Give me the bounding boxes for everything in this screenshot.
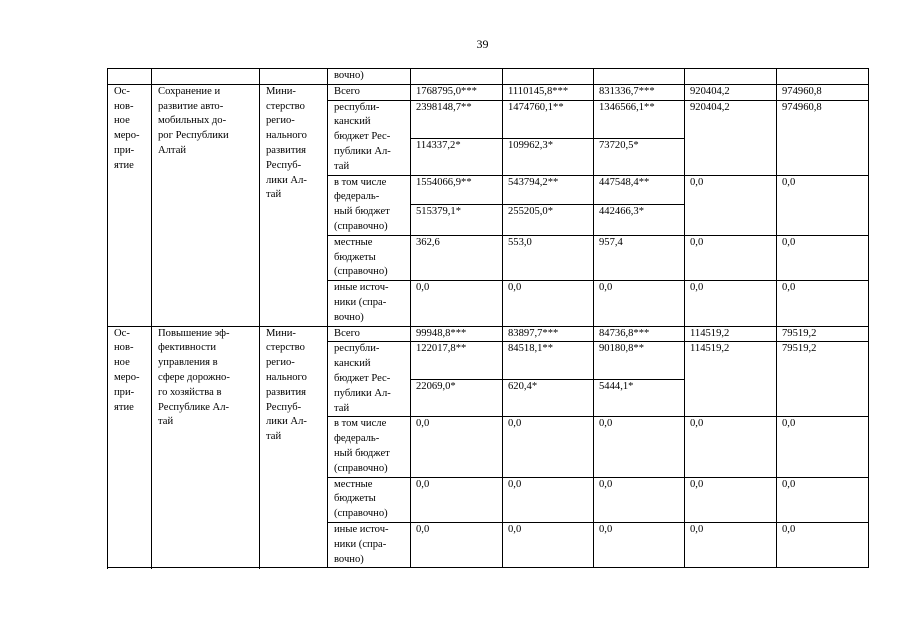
value-cell: 447548,4** (594, 175, 685, 205)
value-cell: 0,0 (777, 175, 869, 235)
funding-source-cell: местные бюджеты (справочно) (328, 235, 411, 280)
value-cell: 515379,1* (411, 205, 503, 236)
value-cell: 957,4 (594, 235, 685, 280)
value-cell: 0,0 (594, 281, 685, 326)
value-cell: 553,0 (503, 235, 594, 280)
value-cell: 79519,2 (777, 342, 869, 417)
funding-source-cell: вочно) (328, 69, 411, 85)
value-cell: 920404,2 (685, 100, 777, 175)
value-cell: 109962,3* (503, 139, 594, 175)
executor-cell: Мини- стерство регио- нального развития Респуб- лики Ал- тай (260, 326, 328, 568)
value-cell: 22069,0* (411, 379, 503, 417)
value-cell: 114337,2* (411, 139, 503, 175)
funding-source-cell: в том числе федераль- ный бюджет (справочно) (328, 175, 411, 235)
value-cell: 83897,7*** (503, 326, 594, 342)
value-cell: 0,0 (594, 477, 685, 522)
value-cell: 1554066,9** (411, 175, 503, 205)
value-cell: 543794,2** (503, 175, 594, 205)
value-cell: 920404,2 (685, 84, 777, 100)
funding-source-cell: в том числе федераль- ный бюджет (справочно) (328, 417, 411, 477)
funding-source-cell: Всего (328, 326, 411, 342)
value-cell: 0,0 (777, 522, 869, 567)
funding-source-cell: республи- канский бюджет Рес- публики Ал- тай (328, 100, 411, 175)
value-cell: 0,0 (594, 522, 685, 567)
empty-cell (260, 69, 328, 85)
continuation-row (108, 69, 869, 85)
value-cell: 0,0 (411, 281, 503, 326)
funding-source-cell: республи- канский бюджет Рес- публики Ал- тай (328, 342, 411, 417)
value-cell: 0,0 (777, 477, 869, 522)
value-cell: 974960,8 (777, 100, 869, 175)
value-cell: 0,0 (411, 522, 503, 567)
empty-cell (685, 69, 777, 85)
value-cell: 0,0 (685, 477, 777, 522)
value-cell: 2398148,7** (411, 100, 503, 139)
value-cell: 0,0 (777, 235, 869, 280)
empty-cell (777, 69, 869, 85)
value-cell: 114519,2 (685, 326, 777, 342)
executor-cell: Мини- стерство регио- нального развития Респуб- лики Ал- тай (260, 84, 328, 326)
funding-source-cell: местные бюджеты (справочно) (328, 477, 411, 522)
value-cell: 99948,8*** (411, 326, 503, 342)
value-cell: 1110145,8*** (503, 84, 594, 100)
event-name-cell: Повышение эф- фективности управления в сфере дорожно- го хозяйства в Республике Ал- тай (152, 326, 260, 568)
value-cell: 0,0 (594, 417, 685, 477)
value-cell: 79519,2 (777, 326, 869, 342)
event-type-cell: Ос- нов- ное меро- при- ятие (108, 84, 152, 326)
value-cell: 0,0 (777, 417, 869, 477)
empty-cell (411, 69, 503, 85)
value-cell: 0,0 (503, 281, 594, 326)
value-cell: 122017,8** (411, 342, 503, 379)
value-cell: 1346566,1** (594, 100, 685, 139)
empty-cell (594, 69, 685, 85)
event-name-cell: Сохранение и развитие авто- мобильных до- рог Республики Алтай (152, 84, 260, 326)
empty-cell (503, 69, 594, 85)
value-cell: 0,0 (503, 477, 594, 522)
value-cell: 0,0 (685, 281, 777, 326)
page-number: 39 (476, 37, 489, 51)
value-cell: 1768795,0*** (411, 84, 503, 100)
value-cell: 442466,3* (594, 205, 685, 236)
value-cell: 255205,0* (503, 205, 594, 236)
value-cell: 362,6 (411, 235, 503, 280)
funding-source-cell: иные источ- ники (спра- вочно) (328, 281, 411, 326)
table-row (108, 326, 869, 342)
value-cell: 0,0 (685, 522, 777, 567)
value-cell: 5444,1* (594, 379, 685, 417)
value-cell: 1474760,1** (503, 100, 594, 139)
value-cell: 73720,5* (594, 139, 685, 175)
value-cell: 0,0 (411, 477, 503, 522)
value-cell: 0,0 (503, 417, 594, 477)
event-type-cell: Ос- нов- ное меро- при- ятие (108, 326, 152, 568)
value-cell: 0,0 (411, 417, 503, 477)
value-cell: 0,0 (685, 175, 777, 235)
empty-cell (108, 69, 152, 85)
value-cell: 974960,8 (777, 84, 869, 100)
value-cell: 0,0 (503, 522, 594, 567)
value-cell: 620,4* (503, 379, 594, 417)
value-cell: 90180,8** (594, 342, 685, 379)
value-cell: 0,0 (777, 281, 869, 326)
value-cell: 0,0 (685, 235, 777, 280)
table-row (108, 84, 869, 100)
value-cell: 84518,1** (503, 342, 594, 379)
funding-source-cell: иные источ- ники (спра- вочно) (328, 522, 411, 567)
empty-cell (152, 69, 260, 85)
value-cell: 831336,7*** (594, 84, 685, 100)
value-cell: 114519,2 (685, 342, 777, 417)
value-cell: 84736,8*** (594, 326, 685, 342)
funding-source-cell: Всего (328, 84, 411, 100)
value-cell: 0,0 (685, 417, 777, 477)
budget-table (107, 68, 869, 568)
